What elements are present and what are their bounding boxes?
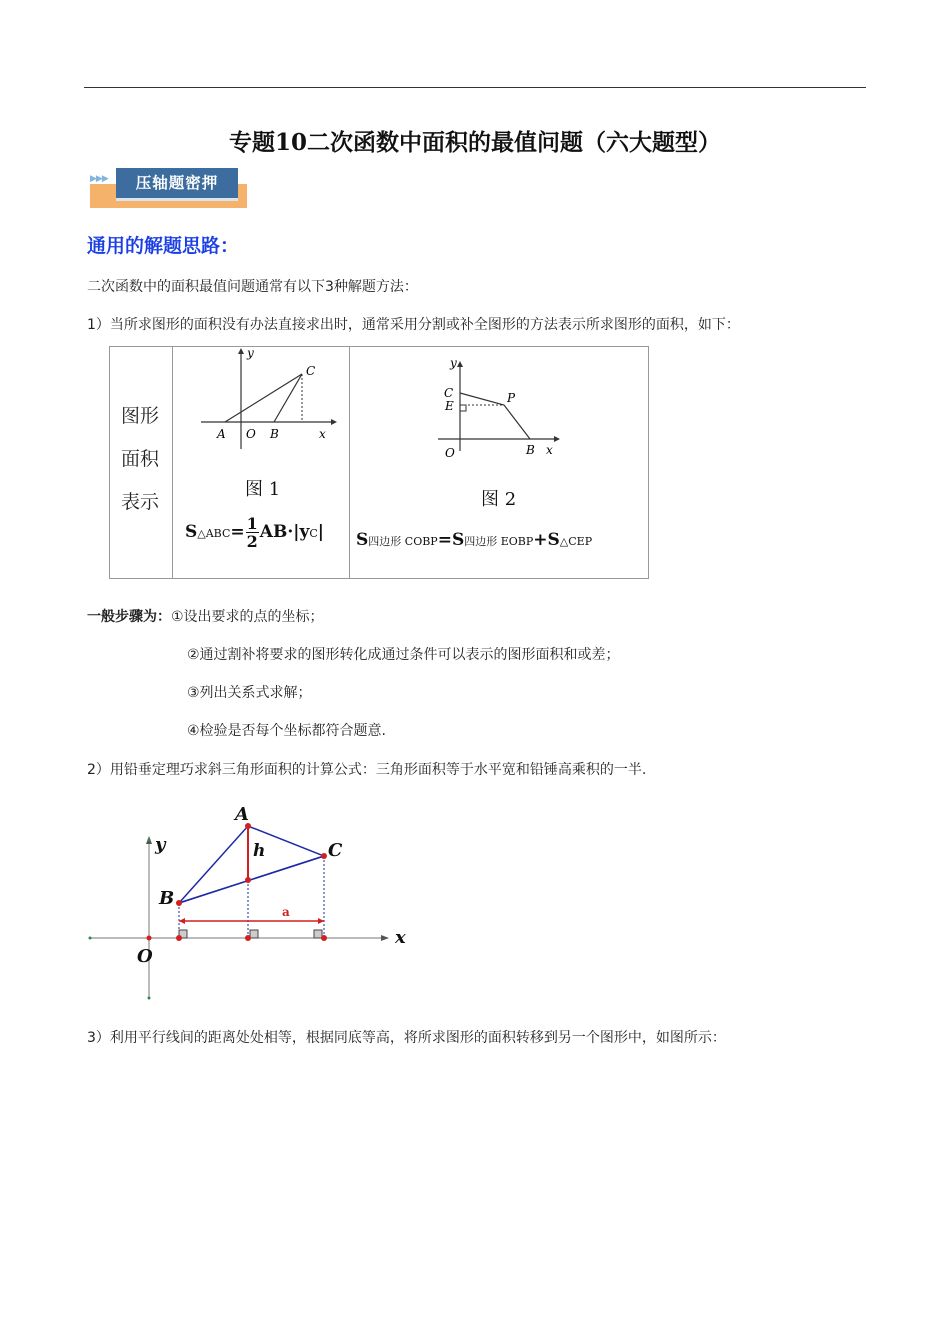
figure-3-diagram [85,800,415,1005]
fig1-label-o: O [246,427,256,441]
fig3-origin-point [147,936,152,941]
figure-1-caption: 图 1 [245,479,281,500]
fig1-y-arrow-icon [238,348,244,354]
row-label-line: 表示 [121,491,160,513]
fig2-x-arrow-icon [554,436,560,442]
fig2-label-o: O [445,446,455,460]
section-heading: 通用的解题思路： [87,235,240,257]
fig3-width-arrow-icon [179,918,185,924]
steps-paragraph [87,606,324,626]
badge-label: 压轴题密押 [116,168,238,201]
figure-2-diagram [430,353,570,463]
formula-ab: AB·|y [259,522,310,542]
section-badge [90,166,247,208]
formula-fraction [246,515,259,550]
fig3-axis-end-point [148,839,151,842]
step-item: ③列出关系式求解； [187,685,312,701]
fig1-label-x: x [319,427,326,441]
formula-plus: + [533,530,548,550]
fig3-point-on-axis [321,935,327,941]
row-label-line: 图形 [121,405,160,427]
formula-subscript: 四边形 COBP [368,535,438,548]
method-3-text: 3）利用平行线间的距离处处相等，根据同底等高，将所求图形的面积转移到另一个图形中，如图所示： [87,1030,726,1046]
fig1-label-y: y [247,347,254,360]
formula-abs-close: | [317,522,324,542]
fraction-denominator: 2 [246,532,258,551]
step-item: ②通过割补将要求的图形转化成通过条件可以表示的图形面积和或差； [187,647,620,663]
fig2-label-b: B [526,443,535,457]
fraction-numerator: 1 [246,514,258,533]
formula-s: S [451,530,465,550]
steps-label: 一般步骤为： [87,609,171,625]
fig2-path-cpb [460,393,530,439]
formula-subscript: 四边形 EOBP [464,535,534,548]
fig1-side-ac [225,374,302,422]
fig2-label-y: y [450,356,457,370]
figure-1-formula [185,515,324,550]
method-1-text: 1）当所求图形的面积没有办法直接求出时，通常采用分割或补全图形的方法表示所求图形的面积，如下： [87,317,740,333]
fig3-point-c [321,853,327,859]
fig3-axis-end-point [148,997,151,1000]
fig3-label-o: O [137,946,153,967]
fig2-label-e: E [445,399,454,413]
formula-equals: = [437,530,452,550]
method-2-text: 2）用铅垂定理巧求斜三角形面积的计算公式：三角形面积等于水平宽和铅锤高乘积的一半. [87,762,647,778]
fig3-point-foot [245,877,251,883]
formula-s: S [356,530,369,550]
table-divider [349,347,350,578]
fig2-label-x: x [546,443,553,457]
formula-subscript: △ABC [197,527,231,540]
fig3-label-y: y [155,834,166,855]
fig1-label-c: C [306,364,316,378]
header-rule [84,87,866,88]
fig1-side-bc [274,374,302,422]
intro-paragraph: 二次函数中的面积最值问题通常有以下3种解题方法： [87,279,418,295]
step-item: ④检验是否每个坐标都符合题意. [187,723,387,739]
formula-subscript: △CEP [559,535,593,548]
fig3-right-angle-icon [250,930,258,938]
figure-2-formula [356,530,592,550]
fig2-right-angle-icon [460,405,466,411]
step-item: ①设出要求的点的坐标； [171,609,324,625]
fig3-x-arrow-icon [381,935,389,941]
figure-2-caption: 图 2 [481,489,517,510]
formula-yc-subscript: C [309,527,318,540]
figure-1-diagram [173,347,349,457]
fig3-label-c: C [328,840,343,861]
fig3-triangle-abc [179,826,324,903]
fig3-point-on-axis [176,935,182,941]
fig3-right-angle-icon [314,930,322,938]
formula-equals: = [230,522,245,542]
fig3-axis-end-point [89,937,92,940]
fig3-point-b [176,900,182,906]
fig3-label-b: B [159,888,175,909]
fig3-label-h: h [253,841,266,861]
fig2-label-p: P [507,391,516,405]
fig1-x-arrow-icon [331,419,337,425]
formula-s: S [547,530,560,550]
figure-table [109,346,649,579]
badge-arrows-icon: ▶▶▶ [90,174,108,184]
row-label-line: 面积 [121,448,160,470]
fig3-point-on-axis [245,935,251,941]
fig3-width-arrow-icon [318,918,324,924]
fig1-label-b: B [270,427,279,441]
fig2-y-arrow-icon [457,361,463,367]
fig2-label-c: C [444,386,454,400]
fig1-label-a: A [217,427,226,441]
fig3-label-a: A [235,804,249,825]
fig3-label-x: x [395,927,406,948]
page-title: 专题10二次函数中面积的最值问题（六大题型） [228,129,721,156]
formula-s: S [185,522,198,542]
fig3-label-a-width: a [282,905,290,919]
